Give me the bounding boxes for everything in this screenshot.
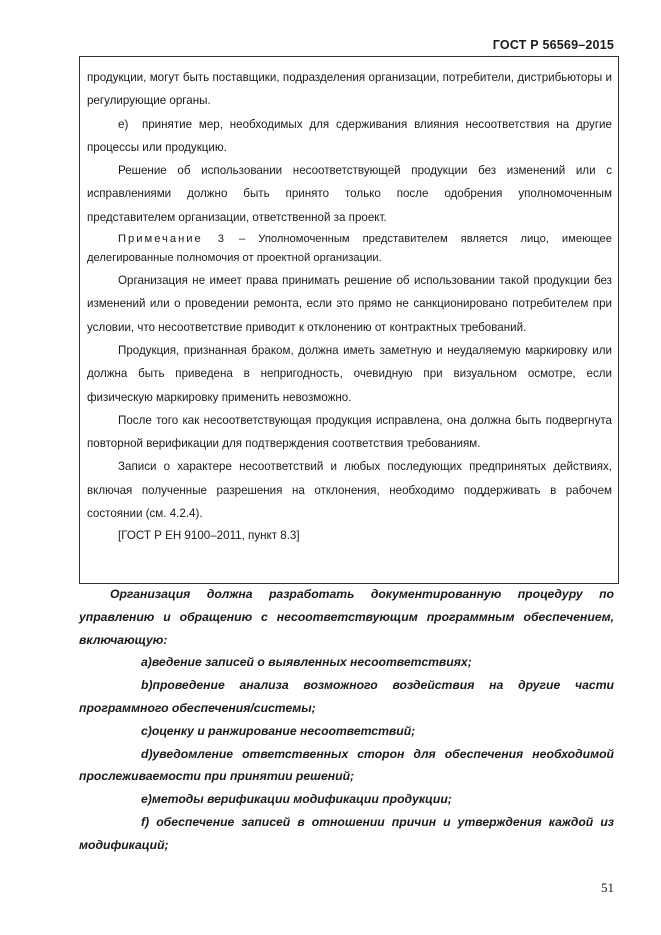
page-number: 51 [601,880,614,895]
quote-paragraph: После того как несоответствующая продукция исправлена, она должна быть подвергнута повторной верификации для подтверждения соответствия требованиям. [87,413,612,451]
quote-paragraph: Продукция, признанная браком, должна иметь заметную и неудаляемую маркировку или должна быть приведена в непригодность, очевидную при визуальном осмотре, если физическую маркировку применить невозможно. [87,343,612,404]
quote-paragraph: Решение об использовании несоответствующей продукции без изменений или с исправлениями должно быть принято только после одобрения уполномоченным представителем организации, ответственной за проект. [87,164,612,224]
note-text: – Уполномоченным представителем является лицо, имеющее делегированные полномочия от проектной организации. [87,233,612,264]
item-label: b) [141,678,153,693]
quote-item-e [87,113,612,160]
quote-paragraph: продукции, могут быть поставщики, подразделения организации, потребители, дистрибьюторы и регулирующие органы. [87,71,612,108]
item-text: проведение анализа возможного воздействия на другие части программного обеспечения/системы; [79,678,614,715]
quote-paragraph: Записи о характере несоответствий и любых последующих предпринятых действиях, включая полученные разрешения на отклонения, необходимо поддерживать в рабочем состоянии (см. 4.2.4). [87,460,612,521]
item-text: ведение записей о выявленных несоответствиях; [151,655,472,670]
list-item [79,651,614,674]
list-item [79,811,614,857]
document-code: ГОСТ Р 56569–2015 [492,38,614,52]
item-text: обеспечение записей в отношении причин и утверждения каждой из модификаций; [79,814,614,852]
list-item [79,720,614,743]
note-label: Примечание 3 [118,233,226,246]
reference: [ГОСТ Р ЕН 9100–2011, пункт 8.3] [118,529,300,543]
item-text: методы верификации модификации продукции; [151,792,452,807]
item-label: d) [141,746,153,761]
quote-paragraph: Организация не имеет права принимать решение об использовании такой продукции без изменений или о проведении ремонта, если это прямо не санкционировано потребителем при условии, что несоответствие приводит к отклонению от контрактных требований. [87,274,612,334]
item-text: уведомление ответственных сторон для обеспечения необходимой прослеживаемости при принятии решений; [79,746,614,784]
quoted-standard-box [79,56,619,584]
item-label: e) [141,792,152,807]
list-item [79,743,614,789]
item-text: принятие мер, необходимых для сдерживания влияния несоответствия на другие процессы или продукцию. [87,117,612,154]
list-item [79,788,614,811]
note-3 [87,230,612,267]
list-item [79,674,614,720]
item-label: е) [118,117,129,131]
main-text [79,583,614,857]
item-label: c) [141,723,152,738]
intro-paragraph: Организация должна разработать документированную процедуру по управлению и обращению с несоответствующим программным обеспечением, включающую: [79,587,614,647]
item-label: a) [141,655,152,670]
item-label: f) [141,814,150,829]
item-text: оценку и ранжирование несоответствий; [151,723,416,738]
